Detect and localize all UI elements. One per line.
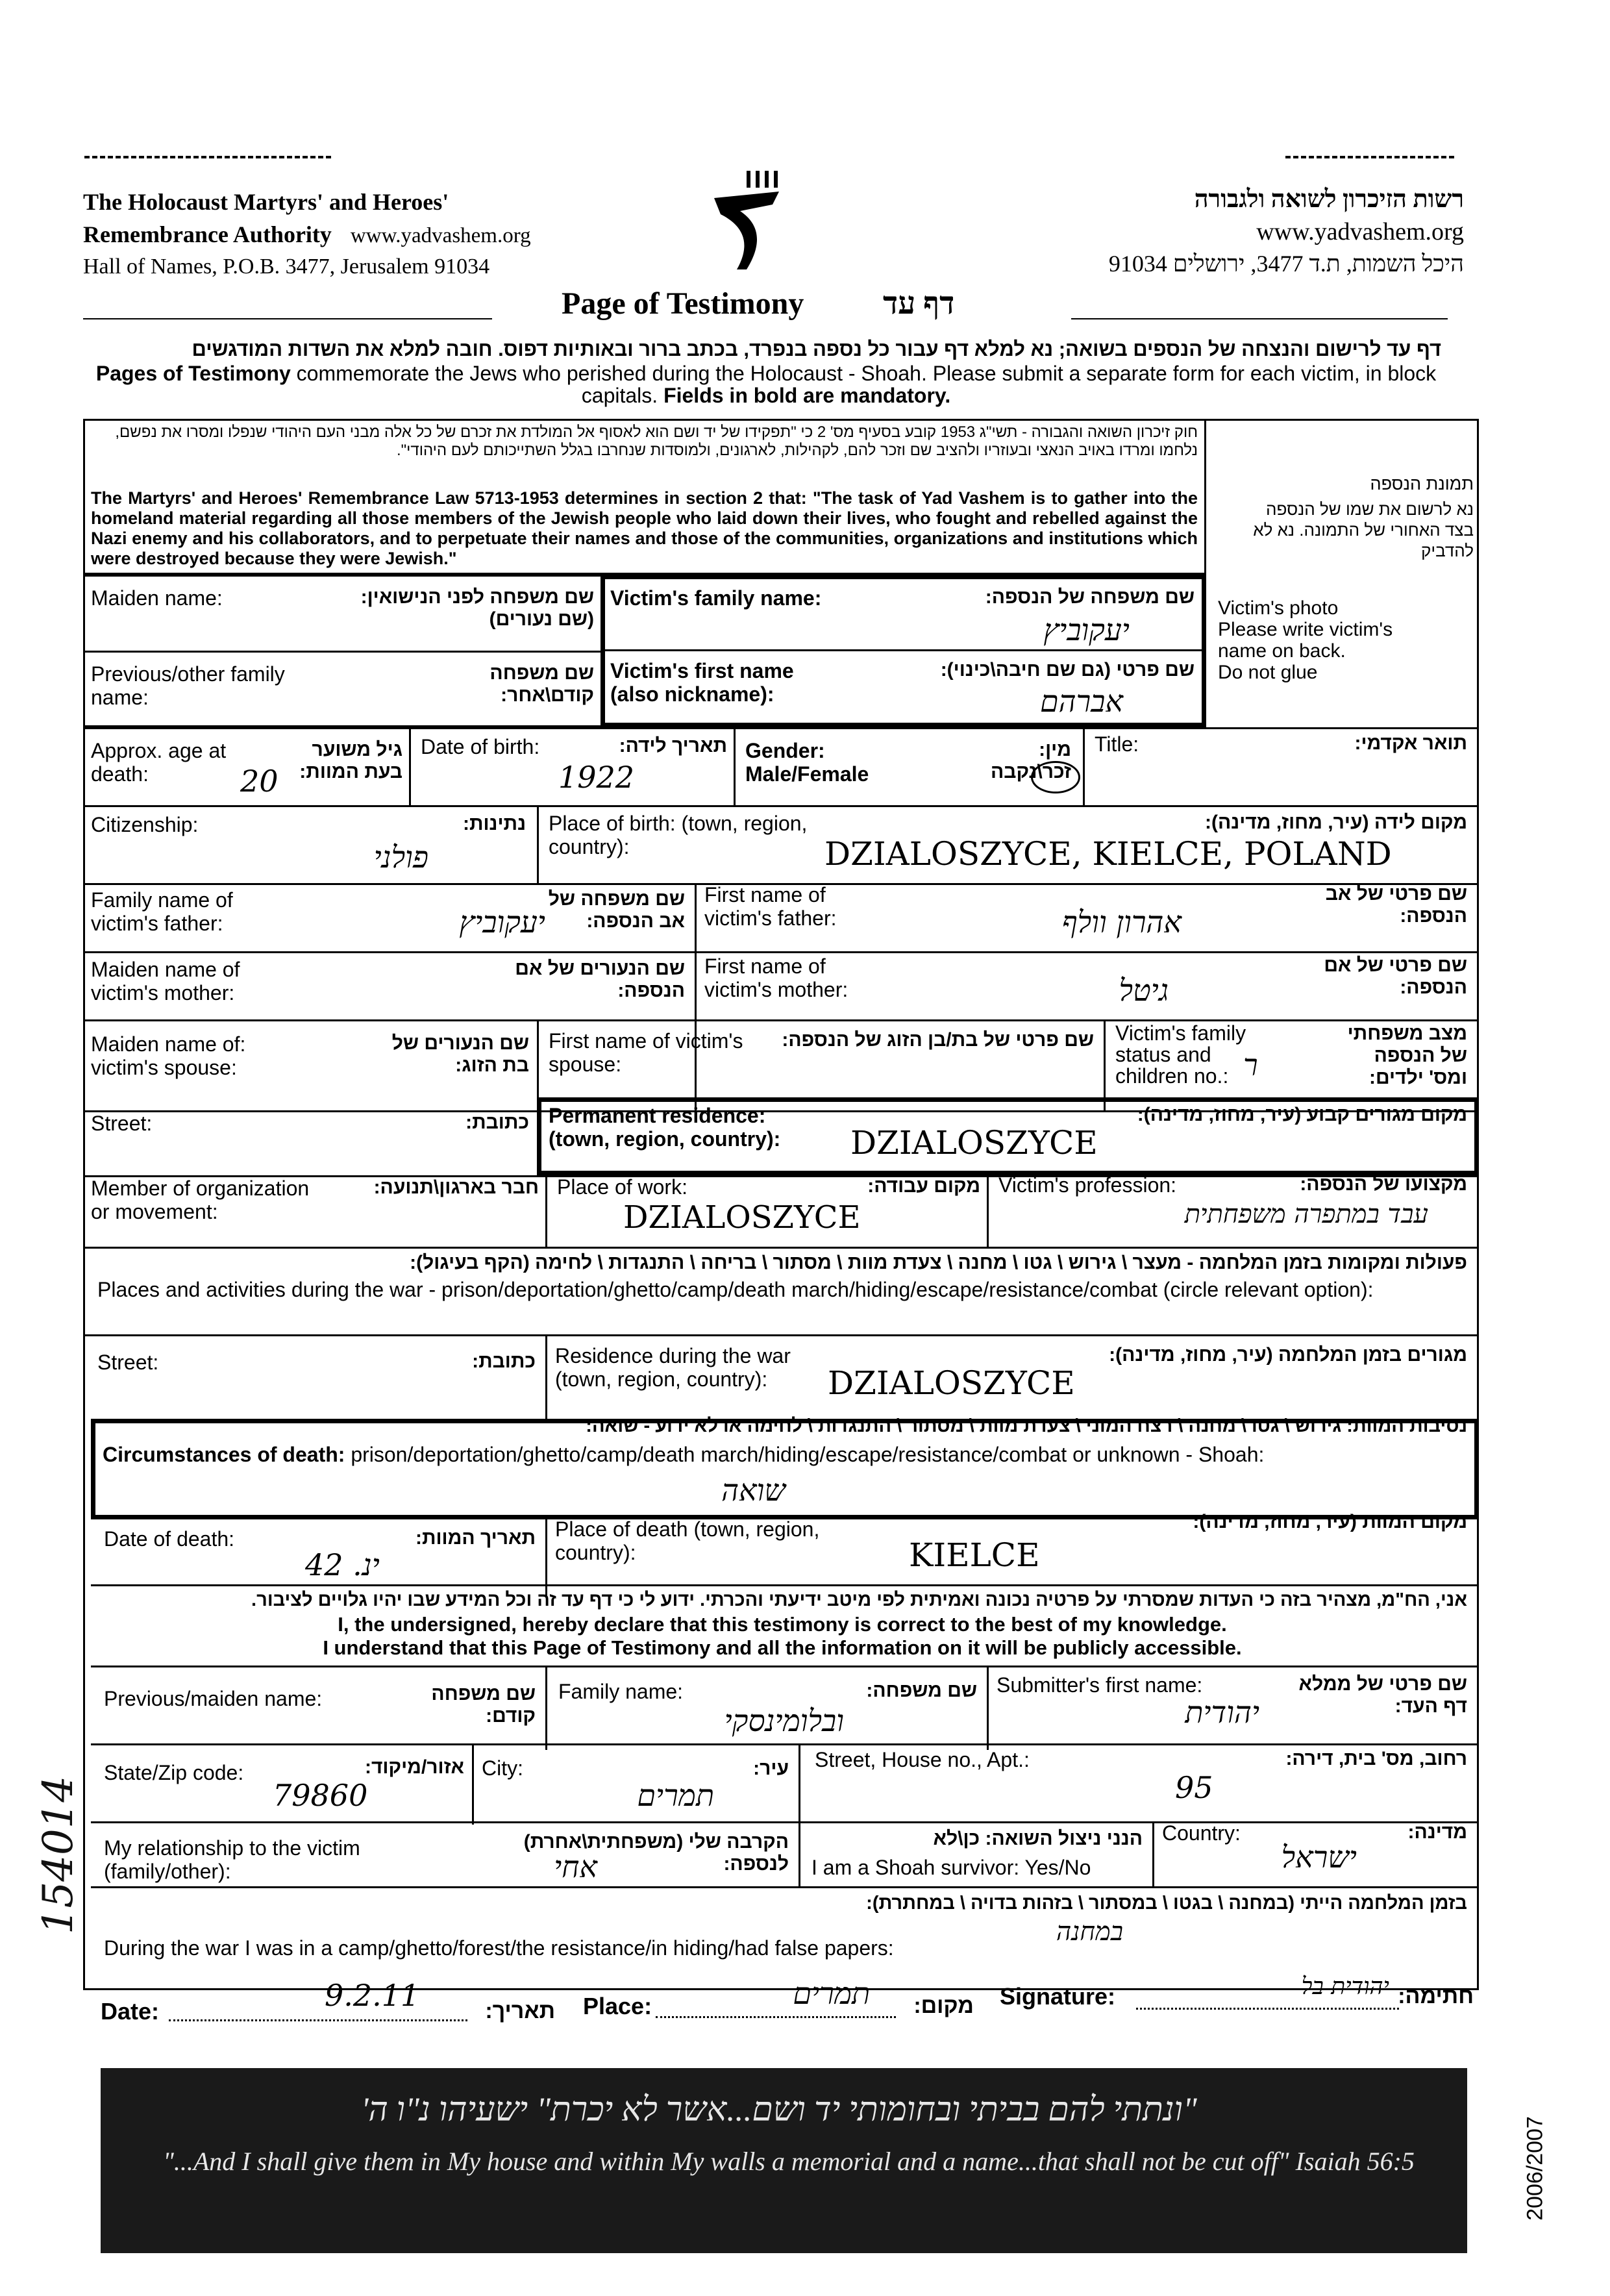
org-name-en-line2-text: Remembrance Authority bbox=[83, 221, 332, 247]
gender-male-circle[interactable] bbox=[1031, 761, 1080, 793]
circumstances-label-en-text: prison/deportation/ghetto/camp/death march/hiding/escape/resistance/combat or unknown - Shoah: bbox=[351, 1443, 1265, 1466]
page-title-he: דף עד bbox=[883, 286, 955, 321]
sub-prev-label-en: Previous/maiden name: bbox=[104, 1687, 323, 1710]
yad-vashem-logo bbox=[701, 166, 792, 276]
row3-div2 bbox=[734, 727, 736, 805]
citizenship-label-en: Citizenship: bbox=[91, 813, 199, 836]
footer-quote-he: "ונתתי להם בביתי ובחומותי יד ושם...אשר לא יכרת" ישעיהו נ"ו ה' bbox=[361, 2091, 1197, 2128]
instructions-en-bold: Pages of Testimony bbox=[95, 362, 291, 385]
sub-row1-div1 bbox=[545, 1666, 547, 1750]
org-label-en: Member of organization or movement: bbox=[91, 1177, 310, 1223]
street-label-en: Street: bbox=[91, 1112, 153, 1135]
signature-label-en: Signature: bbox=[1000, 1983, 1116, 2010]
profession-label-en: Victim's profession: bbox=[998, 1173, 1177, 1197]
org-url-en: www.yadvashem.org bbox=[350, 224, 531, 247]
page-title-en: Page of Testimony bbox=[562, 286, 804, 321]
instructions-en bbox=[91, 362, 1441, 406]
dod-label-he: תאריך המוות: bbox=[415, 1527, 536, 1549]
photo-label-en-3: name on back. bbox=[1218, 640, 1346, 662]
sub-street-value: 95 bbox=[1175, 1770, 1213, 1805]
spouse-first-label-en: First name of victim's spouse: bbox=[549, 1029, 743, 1076]
sub-city-value: תמרים bbox=[637, 1778, 714, 1813]
place-label-he: מקום: bbox=[913, 1993, 974, 2018]
signature-value: יהודית בל bbox=[1301, 1973, 1389, 2000]
date-value: 9.2.11 bbox=[325, 1978, 420, 2013]
street-label-he: כתובת: bbox=[465, 1112, 529, 1133]
residence-label-he: מקום מגורים קבוע (עיר, מחוז, מדינה): bbox=[1137, 1104, 1467, 1125]
gender-label-en: Gender: Male/Female bbox=[745, 739, 869, 786]
row4-top bbox=[83, 805, 1479, 807]
work-label-he: מקום עבודה: bbox=[867, 1175, 980, 1197]
stamp-number: 154014 bbox=[34, 1775, 82, 1935]
law-text-he: חוק זיכרון השואה והגבורה - תשי"ג 1953 קובע בסעיף מס' 2 כי "תפקידו של יד ושם הוא לאסוף אל המולדת את זכרם של כל אלה מבני העם היהודי שנפלו ומסרו את נפשם, נלחמו ומרדו באויב הנאצי ובעוזריו ולהציב שם וזכר להם, לקהילות, לארגונים, ולמוסדות שנחרבו בגלל השתייכותם לעם היהודי". bbox=[115, 423, 1198, 459]
sub-country-label-he: מדינה: bbox=[1407, 1821, 1467, 1843]
row3-top bbox=[83, 727, 1479, 729]
residence-label-en: Permanent residence: (town, region, country): bbox=[549, 1104, 781, 1151]
row7-div1 bbox=[537, 1019, 539, 1110]
declaration-he: אני, הח"מ, מצהיר בזה כי העדות שמסרתי על פרטיה נכונה ואמיתית לפי מיטב ידיעתי והכרתי. ידוע לי כי דף עד זה וכל המידע שבו יהיו גלויים לציבור. bbox=[251, 1590, 1467, 1610]
sub-war-value: במחנה bbox=[1056, 1917, 1123, 1947]
photo-label-he: נא לרשום את שמו של הנספה בצד האחורי של התמונה. נא לא להדביק bbox=[1253, 499, 1474, 560]
sub-row1-top bbox=[91, 1666, 1479, 1667]
declaration-top bbox=[91, 1584, 1479, 1586]
sub-row3-div2 bbox=[1152, 1821, 1154, 1886]
date-label-he: תאריך: bbox=[485, 1999, 555, 2023]
photo-label-en bbox=[1218, 597, 1393, 683]
row11-top bbox=[83, 1334, 1479, 1336]
father-first-label-he: שם פרטי של אב הנספה: bbox=[1325, 883, 1467, 927]
signature-line bbox=[1136, 2008, 1399, 2010]
row11-div1 bbox=[545, 1334, 547, 1419]
profession-value: עבד במתפרה משפחתית bbox=[1184, 1199, 1428, 1229]
instructions-en-text: commemorate the Jews who perished during the Holocaust - Shoah. Please submit a separate form for each victim, in block capitals. bbox=[296, 362, 1437, 407]
status-value: ר bbox=[1243, 1047, 1258, 1082]
dob-label-he: תאריך לידה: bbox=[619, 735, 727, 756]
footer-quote-en: "...And I shall give them in My house and within My walls a memorial and a name...that shall not be cut off" Isaiah 56:5 bbox=[163, 2147, 1415, 2176]
sub-prev-label-he: שם משפחה קודם: bbox=[431, 1683, 536, 1727]
org-name-he: רשות הזיכרון לשואה ולגבורה bbox=[1194, 186, 1464, 213]
row3-div3 bbox=[1083, 727, 1085, 805]
org-address-he: היכל השמות, ת.ד 3477, ירושלים 91034 bbox=[1108, 251, 1464, 277]
declaration-en-2: I understand that this Page of Testimony and all the information on it will be publicly accessible. bbox=[323, 1636, 1242, 1659]
sub-city-label-en: City: bbox=[482, 1756, 523, 1780]
header-rule-left bbox=[84, 156, 331, 158]
sub-survivor-label-en: I am a Shoah survivor: Yes/No bbox=[811, 1856, 1091, 1879]
title-rule-left bbox=[83, 318, 492, 319]
title-rule-right bbox=[1071, 318, 1448, 319]
father-family-label-he: שם משפחה של אב הנספה: bbox=[548, 888, 685, 932]
maiden-name-label-en: Maiden name: bbox=[91, 586, 223, 610]
row10-top bbox=[83, 1247, 1479, 1249]
place-label-en: Place: bbox=[583, 1993, 652, 2019]
org-name-en-line2 bbox=[83, 221, 531, 248]
residence-value: DZIALOSZYCE bbox=[850, 1124, 1098, 1162]
sub-city-label-he: עיר: bbox=[753, 1758, 789, 1779]
sub-row4-top bbox=[91, 1886, 1479, 1888]
sub-rel-value: אחי bbox=[554, 1849, 597, 1884]
age-label-he: גיל משוער בעת המוות: bbox=[299, 739, 402, 782]
sub-war-label-en: During the war I was in a camp/ghetto/forest/the resistance/in hiding/had false papers: bbox=[104, 1936, 894, 1960]
sub-street-label-he: רחוב, מס' בית, דירה: bbox=[1285, 1748, 1467, 1769]
circumstances-value: שואה bbox=[721, 1473, 786, 1508]
sub-family-label-he: שם משפחה: bbox=[866, 1680, 977, 1701]
victim-first-name-value: אברהם bbox=[1039, 684, 1123, 719]
victim-first-name-label-he: שם פרטי (גם שם חיבה\כינוי): bbox=[940, 659, 1195, 680]
row3-div1 bbox=[409, 727, 411, 805]
father-family-value: יעקוביץ bbox=[459, 905, 545, 940]
maiden-name-label-he: שם משפחה לפני הנישואין: (שם נעורים) bbox=[360, 586, 594, 630]
work-label-en: Place of work: bbox=[557, 1175, 687, 1199]
father-family-label-en: Family name of victim's father: bbox=[91, 888, 233, 935]
mother-maiden-label-en: Maiden name of victim's mother: bbox=[91, 958, 240, 1004]
photo-label-en-1: Victim's photo bbox=[1218, 597, 1339, 619]
citizenship-value: פולני bbox=[373, 840, 428, 875]
victim-name-divider bbox=[601, 649, 1206, 651]
father-first-value: אהרון וולף bbox=[1061, 905, 1182, 940]
citizenship-label-he: נתינות: bbox=[462, 813, 526, 834]
dod-value: 42 .ינ bbox=[305, 1547, 380, 1582]
dod-label-en: Date of death: bbox=[104, 1527, 235, 1551]
circumstances-label-en-bold: Circumstances of death: bbox=[103, 1443, 345, 1466]
status-label-en: Victim's family status and children no.: bbox=[1115, 1021, 1246, 1088]
age-label-en: Approx. age at death: bbox=[91, 739, 227, 786]
row9-div1 bbox=[545, 1175, 547, 1247]
sub-country-label-en: Country: bbox=[1162, 1821, 1241, 1845]
mother-maiden-label-he: שם הנעורים של אם הנספה: bbox=[515, 958, 685, 1001]
signature-label-he: חתימה: bbox=[1398, 1984, 1474, 2008]
status-label-he: מצב משפחתי של הנספה ומס' ילדים: bbox=[1347, 1023, 1467, 1088]
date-line bbox=[169, 2019, 467, 2021]
title-label-en: Title: bbox=[1095, 732, 1139, 756]
row7-top bbox=[83, 1019, 1479, 1021]
victim-family-name-value: יעקוביץ bbox=[1043, 612, 1130, 647]
gender-label-he: מין: זכר\נקבה bbox=[991, 739, 1071, 782]
declaration-en-1: I, the undersigned, hereby declare that this testimony is correct to the best of my knowledge. bbox=[338, 1613, 1227, 1636]
instructions-en-mandatory: Fields in bold are mandatory. bbox=[663, 384, 951, 407]
father-first-label-en: First name of victim's father: bbox=[704, 883, 837, 930]
pod-value: KIELCE bbox=[909, 1536, 1040, 1574]
photo-label-he-title: תמונת הנספה bbox=[1370, 474, 1474, 493]
dob-label-en: Date of birth: bbox=[421, 735, 540, 758]
title-label-he: תואר אקדמי: bbox=[1354, 732, 1467, 754]
place-line bbox=[656, 2016, 896, 2018]
photo-label-en-2: Please write victim's bbox=[1218, 619, 1393, 640]
age-value: 20 bbox=[240, 764, 279, 799]
row6-top bbox=[83, 951, 1479, 953]
pob-label-he: מקום לידה (עיר, מחוז, מדינה): bbox=[1205, 812, 1467, 833]
work-value: DZIALOSZYCE bbox=[623, 1199, 861, 1236]
row9-div2 bbox=[987, 1175, 989, 1247]
sub-survivor-label-he: הנני ניצול השואה: כן\לא bbox=[933, 1828, 1143, 1849]
sub-row2-div1 bbox=[472, 1743, 474, 1825]
victim-family-name-label-en: Victim's family name: bbox=[610, 586, 822, 610]
org-name-en-line1: The Holocaust Martyrs' and Heroes' bbox=[83, 189, 449, 215]
spouse-maiden-label-en: Maiden name of: victim's spouse: bbox=[91, 1032, 246, 1079]
sub-row3-div1 bbox=[799, 1821, 800, 1886]
victim-first-name-label-en: Victim's first name (also nickname): bbox=[610, 659, 794, 706]
spouse-first-label-he: שם פרטי של בת/בן הזוג של הנספה: bbox=[782, 1029, 1094, 1051]
row7-div2 bbox=[1104, 1019, 1106, 1110]
war-residence-value: DZIALOSZYCE bbox=[828, 1364, 1075, 1402]
dob-value: 1922 bbox=[558, 760, 635, 795]
war-residence-label-he: מגורים בזמן המלחמה (עיר, מחוז, מדינה): bbox=[1109, 1344, 1467, 1366]
header-rule-right bbox=[1285, 156, 1454, 158]
org-label-he: חבר בארגון\תנועה: bbox=[373, 1177, 539, 1198]
law-text-en: The Martyrs' and Heroes' Remembrance Law 5713-1953 determines in section 2 that: "The task of Yad Vashem is to gather into the homeland material regarding all those members of the Jewish people who laid down their lives, who fought and rebelled against the Nazi enemy and his collaborators, and to perpetuate their names and those of the communities, organizations and institutions which were destroyed because they were Jewish." bbox=[91, 488, 1198, 568]
war-street-label-en: Street: bbox=[97, 1351, 159, 1374]
sub-family-value: ובלומינסקי bbox=[724, 1703, 844, 1738]
org-url-he: www.yadvashem.org bbox=[1256, 218, 1464, 245]
sub-zip-value: 79860 bbox=[273, 1778, 368, 1813]
war-street-label-he: כתובת: bbox=[472, 1351, 536, 1372]
sub-first-value: יהודית bbox=[1185, 1695, 1259, 1730]
sub-row1-div2 bbox=[987, 1666, 989, 1750]
sub-rel-label-he: הקרבה שלי (משפחתית\אחרת) לנספה: bbox=[523, 1831, 789, 1875]
victim-family-name-label-he: שם משפחה של הנספה: bbox=[985, 586, 1195, 608]
row4-div1 bbox=[537, 805, 539, 883]
sub-zip-label-he: אזור/מיקוד: bbox=[364, 1756, 464, 1778]
sub-rel-label-en: My relationship to the victim (family/other): bbox=[104, 1836, 360, 1883]
places-label-en: Places and activities during the war - prison/deportation/ghetto/camp/death march/hiding/escape/resistance/combat (circle relevant option): bbox=[97, 1278, 1374, 1301]
circumstances-label-en bbox=[103, 1443, 1466, 1466]
circumstances-label-he: נסיבות המוות: גירוש \ גטו \ מחנה \ רצח המוני \ צעדת מוות \ מסתור \ התנגדות \ לחימה או לא ידוע - שואה: bbox=[586, 1416, 1467, 1436]
pod-label-en: Place of death (town, region, country): bbox=[555, 1517, 820, 1564]
mother-first-value: גיטל bbox=[1119, 973, 1169, 1008]
sub-country-value: ישראל bbox=[1281, 1840, 1357, 1875]
sub-street-label-en: Street, House no., Apt.: bbox=[815, 1748, 1030, 1771]
org-address-en: Hall of Names, P.O.B. 3477, Jerusalem 91034 bbox=[83, 255, 490, 279]
sub-first-label-he: שם פרטי של ממלא דף העד: bbox=[1298, 1673, 1467, 1717]
sub-row2-top bbox=[91, 1743, 1479, 1745]
instructions-he: דף עד לרישום והנצחה של הנספים בשואה; נא למלא דף עבור כל נספה בנפרד, בכתב ברור ובאותיות דפוס. חובה למלא את השדות המודגשים bbox=[192, 338, 1441, 360]
sub-zip-label-en: State/Zip code: bbox=[104, 1761, 244, 1784]
profession-label-he: מקצועו של הנספה: bbox=[1300, 1173, 1467, 1195]
places-label-he: פעולות ומקומות בזמן המלחמה - מעצר \ גירוש \ גטו \ מחנה \ צעדת מוות \ מסתור \ בריחה \ התנגדות \ לחימה (הקף בעיגול): bbox=[410, 1252, 1467, 1273]
sub-row2-div2 bbox=[799, 1743, 800, 1825]
date-label-en: Date: bbox=[101, 1998, 160, 2025]
war-residence-label-en: Residence during the war (town, region, country): bbox=[555, 1344, 791, 1391]
mother-first-label-en: First name of victim's mother: bbox=[704, 955, 848, 1001]
sub-family-label-en: Family name: bbox=[558, 1680, 684, 1703]
spouse-maiden-label-he: שם הנעורים של בת הזוג: bbox=[391, 1032, 529, 1076]
place-value: תמרים bbox=[793, 1976, 870, 2011]
sub-first-label-en: Submitter's first name: bbox=[997, 1673, 1203, 1697]
sub-war-label-he: בזמן המלחמה הייתי (במחנה \ בגטו \ במסתור \ בזהות בדויה \ במחתרת): bbox=[866, 1893, 1467, 1914]
pob-value: DZIALOSZYCE, KIELCE, POLAND bbox=[824, 835, 1392, 873]
row5-div1 bbox=[695, 883, 697, 1110]
previous-name-label-he: שם משפחה קודם\אחר: bbox=[489, 662, 594, 706]
photo-label-en-4: Do not glue bbox=[1218, 662, 1318, 683]
sub-row3-top bbox=[91, 1821, 1479, 1823]
previous-name-label-en: Previous/other family name: bbox=[91, 662, 285, 709]
mother-first-label-he: שם פרטי של אם הנספה: bbox=[1324, 955, 1467, 998]
pod-label-he: מקום המוות (עיר, מחוז, מדינה): bbox=[1193, 1511, 1467, 1532]
pob-label-en: Place of birth: (town, region, country): bbox=[549, 812, 808, 858]
year-label: 2006/2007 bbox=[1522, 2116, 1548, 2221]
